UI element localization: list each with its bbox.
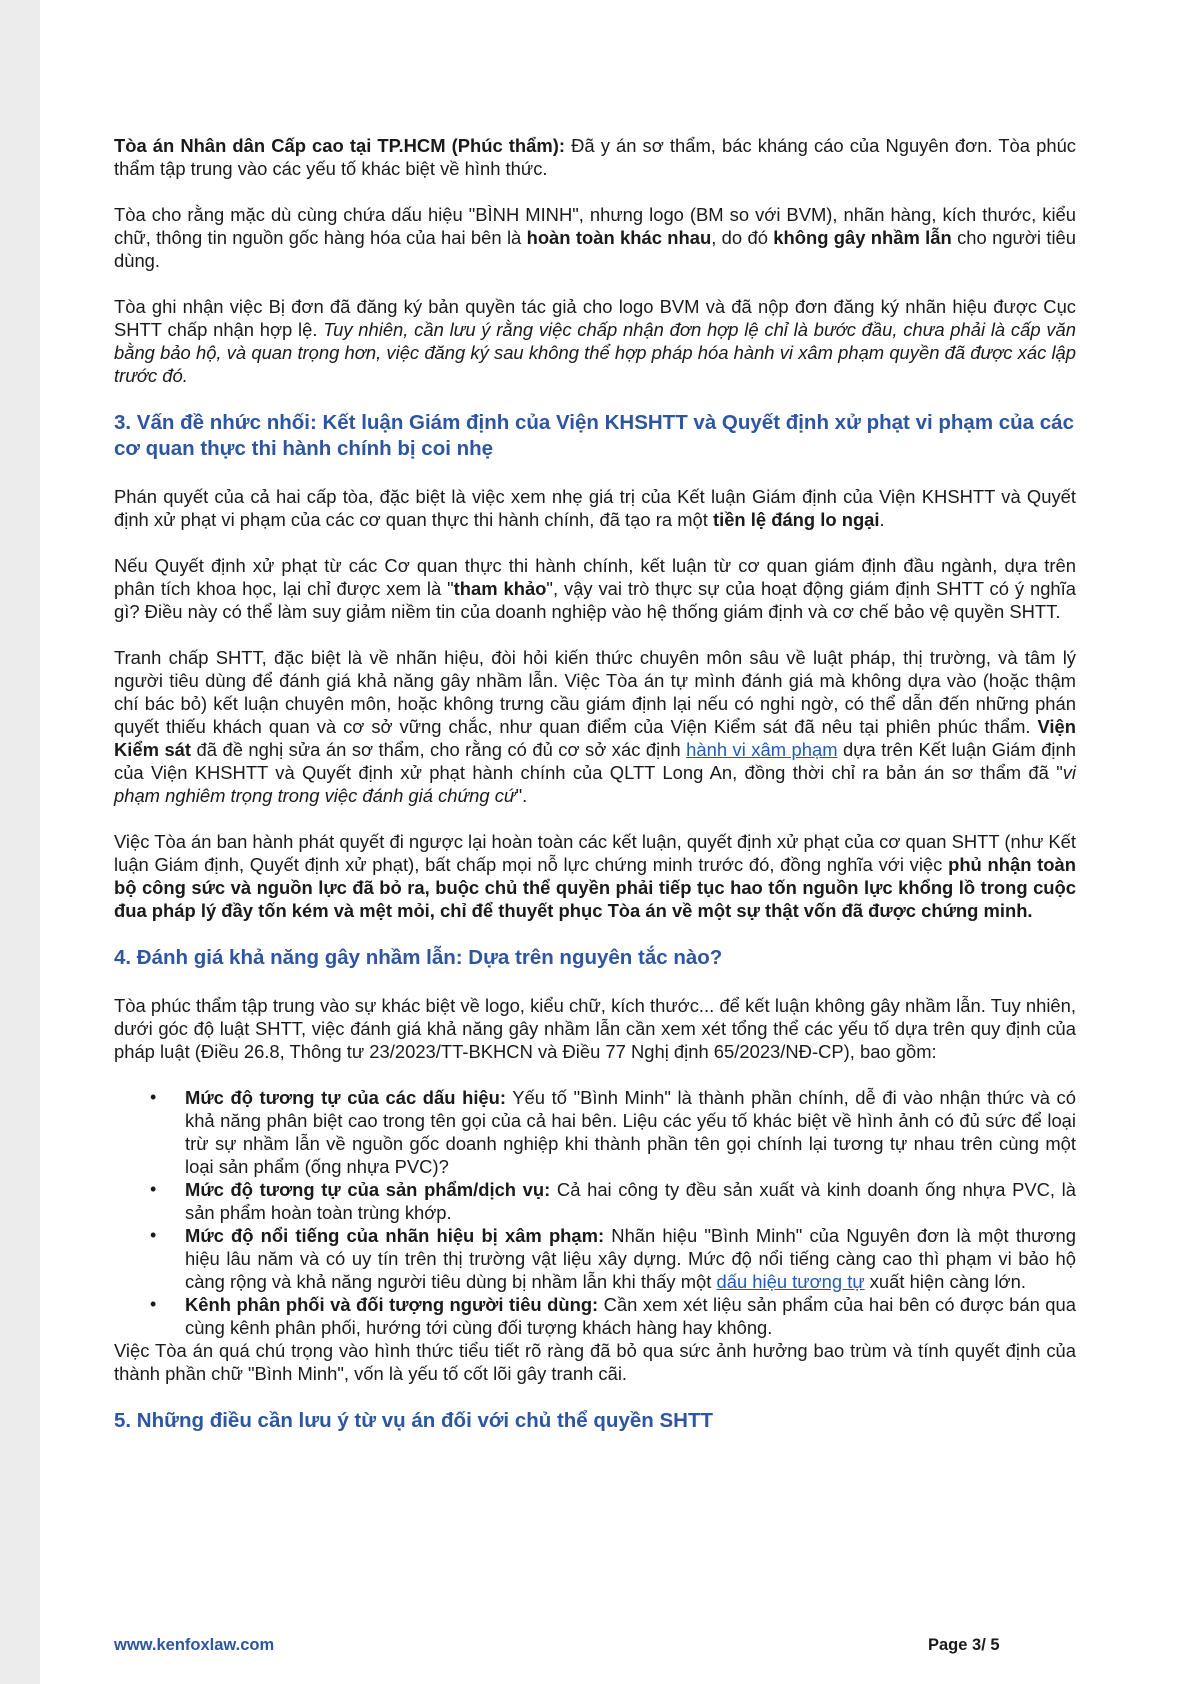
paragraph-conclusion: Việc Tòa án quá chú trọng vào hình thức tiểu tiết rõ ràng đã bỏ qua sức ảnh hưởng bao trùm và tính quyết định của thành phần chữ "Bình Minh", vốn là yếu tố cốt lõi gây tranh cãi.: [114, 1340, 1076, 1384]
bullet-icon: •: [150, 1225, 157, 1245]
paragraph-reversal: Việc Tòa án ban hành phát quyết đi ngược lại hoàn toàn các kết luận, quyết định xử phạt của cơ quan SHTT (như Kết luận Giám định, Quyết định xử phạt), bất chấp mọi nỗ lực chứng minh trước đó, đồng nghĩa với việc phủ nhận toàn bộ công sức và nguồn lực đã bỏ ra, buộc chủ thể quyền phải tiếp tục hao tốn nguồn lực khổng lồ trong cuộc đua pháp lý đầy tốn kém và mệt mỏi, chỉ để thuyết phục Tòa án về một sự thật vốn đã được chứng minh.: [114, 831, 1077, 921]
page-content: [114, 134, 1076, 1457]
link-infringement[interactable]: hành vi xâm phạm: [686, 739, 838, 760]
link-similar-sign[interactable]: dấu hiệu tương tự: [716, 1271, 865, 1292]
footer-page-number: Page 3/ 5: [928, 1636, 1000, 1654]
bullet-icon: •: [150, 1294, 157, 1314]
heading-section-3: 3. Vấn đề nhức nhối: Kết luận Giám định của Viện KHSHTT và Quyết định xử phạt vi phạm của các cơ quan thực thi hành chính bị coi nhẹ: [114, 411, 1074, 460]
document-page: [40, 0, 1191, 1684]
bullet-icon: •: [150, 1087, 157, 1107]
paragraph-appeal-court: Tòa án Nhân dân Cấp cao tại TP.HCM (Phúc thẩm): Đã y án sơ thẩm, bác kháng cáo của Nguyên đơn. Tòa phúc thẩm tập trung vào các yếu tố khác biệt về hình thức.: [114, 135, 1076, 179]
paragraph-copyright-note: Tòa ghi nhận việc Bị đơn đã đăng ký bản quyền tác giả cho logo BVM và đã nộp đơn đăng ký nhãn hiệu được Cục SHTT chấp nhận hợp lệ. Tuy nhiên, cần lưu ý rằng việc chấp nhận đơn hợp lệ chỉ là bước đầu, chưa phải là cấp văn bằng bảo hộ, và quan trọng hơn, việc đăng ký sau không thể hợp pháp hóa hành vi xâm phạm quyền đã được xác lập trước đó.: [114, 296, 1076, 386]
paragraph-reference-role: Nếu Quyết định xử phạt từ các Cơ quan thực thi hành chính, kết luận từ cơ quan giám định đầu ngành, dựa trên phân tích khoa học, lại chỉ được xem là "tham khảo", vậy vai trò thực sự của hoạt động giám định SHTT có ý nghĩa gì? Điều này có thể làm suy giảm niềm tin của doanh nghiệp vào hệ thống giám định và cơ chế bảo vệ quyền SHTT.: [114, 555, 1076, 622]
heading-section-5: 5. Những điều cần lưu ý từ vụ án đối với chủ thể quyền SHTT: [114, 1409, 713, 1432]
paragraph-precedent: Phán quyết của cả hai cấp tòa, đặc biệt là việc xem nhẹ giá trị của Kết luận Giám định của Viện KHSHTT và Quyết định xử phạt vi phạm của các cơ quan thực thi hành chính, đã tạo ra một tiền lệ đáng lo ngại.: [114, 486, 1076, 530]
paragraph-expertise: Tranh chấp SHTT, đặc biệt là về nhãn hiệu, đòi hỏi kiến thức chuyên môn sâu về luật pháp, thị trường, và tâm lý người tiêu dùng để đánh giá khả năng gây nhầm lẫn. Việc Tòa án tự mình đánh giá mà không dựa vào (hoặc thậm chí bác bỏ) kết luận chuyên môn, hoặc không trưng cầu giám định lại nếu có nghi ngờ, có thể dẫn đến những phán quyết thiếu khách quan và cơ sở vững chắc, như quan điểm của Viện Kiểm sát đã nêu tại phiên phúc thẩm. Viện Kiểm sát đã đề nghị sửa án sơ thẩm, cho rằng có đủ cơ sở xác định hành vi xâm phạm dựa trên Kết luận Giám định của Viện KHSHTT và Quyết định xử phạt hành chính của QLTT Long An, đồng thời chỉ ra bản án sơ thẩm đã "vi phạm nghiêm trọng trong việc đánh giá chứng cứ".: [114, 647, 1076, 806]
list-item: • Mức độ tương tự của các dấu hiệu: Yếu tố "Bình Minh" là thành phần chính, dễ đi vào nhận thức và có khả năng phân biệt cao trong tên gọi của cả hai bên. Liệu các yếu tố khác biệt về hình ảnh có đủ sức để loại trừ sự nhầm lẫn về nguồn gốc doanh nghiệp khi thành phần tên gọi chính lại tương tự nhau trên cùng một loại sản phẩm (ống nhựa PVC)?: [150, 1087, 1076, 1177]
list-item: • Kênh phân phối và đối tượng người tiêu dùng: Cần xem xét liệu sản phẩm của hai bên có được bán qua cùng kênh phân phối, hướng tới cùng đối tượng khách hàng hay không.: [150, 1294, 1076, 1338]
paragraph-confusion-criteria: Tòa phúc thẩm tập trung vào sự khác biệt về logo, kiểu chữ, kích thước... để kết luận không gây nhầm lẫn. Tuy nhiên, dưới góc độ luật SHTT, việc đánh giá khả năng gây nhầm lẫn cần xem xét tổng thể các yếu tố dựa trên quy định của pháp luật (Điều 26.8, Thông tư 23/2023/TT-BKHCN và Điều 77 Nghị định 65/2023/NĐ-CP), bao gồm:: [114, 995, 1076, 1062]
paragraph-court-reasoning: Tòa cho rằng mặc dù cùng chứa dấu hiệu "BÌNH MINH", nhưng logo (BM so với BVM), nhãn hàng, kích thước, kiểu chữ, thông tin nguồn gốc hàng hóa của hai bên là hoàn toàn khác nhau, do đó không gây nhầm lẫn cho người tiêu dùng.: [114, 204, 1076, 271]
appeal-court-label: Tòa án Nhân dân Cấp cao tại TP.HCM (Phúc thẩm):: [114, 135, 565, 156]
heading-section-4: 4. Đánh giá khả năng gây nhầm lẫn: Dựa trên nguyên tắc nào?: [114, 946, 723, 969]
bullet-icon: •: [150, 1179, 157, 1199]
footer-website[interactable]: www.kenfoxlaw.com: [114, 1636, 275, 1654]
list-item: • Mức độ tương tự của sản phẩm/dịch vụ: Cả hai công ty đều sản xuất và kinh doanh ống nhựa PVC, là sản phẩm hoàn toàn trùng khớp.: [150, 1179, 1076, 1223]
criteria-list: [114, 1086, 1076, 1339]
list-item: • Mức độ nổi tiếng của nhãn hiệu bị xâm phạm: Nhãn hiệu "Bình Minh" của Nguyên đơn là một thương hiệu lâu năm và có uy tín trên thị trường vật liệu xây dựng. Mức độ nổi tiếng càng cao thì phạm vi bảo hộ càng rộng và khả năng người tiêu dùng bị nhầm lẫn khi thấy một dấu hiệu tương tự xuất hiện càng lớn.: [150, 1225, 1076, 1292]
